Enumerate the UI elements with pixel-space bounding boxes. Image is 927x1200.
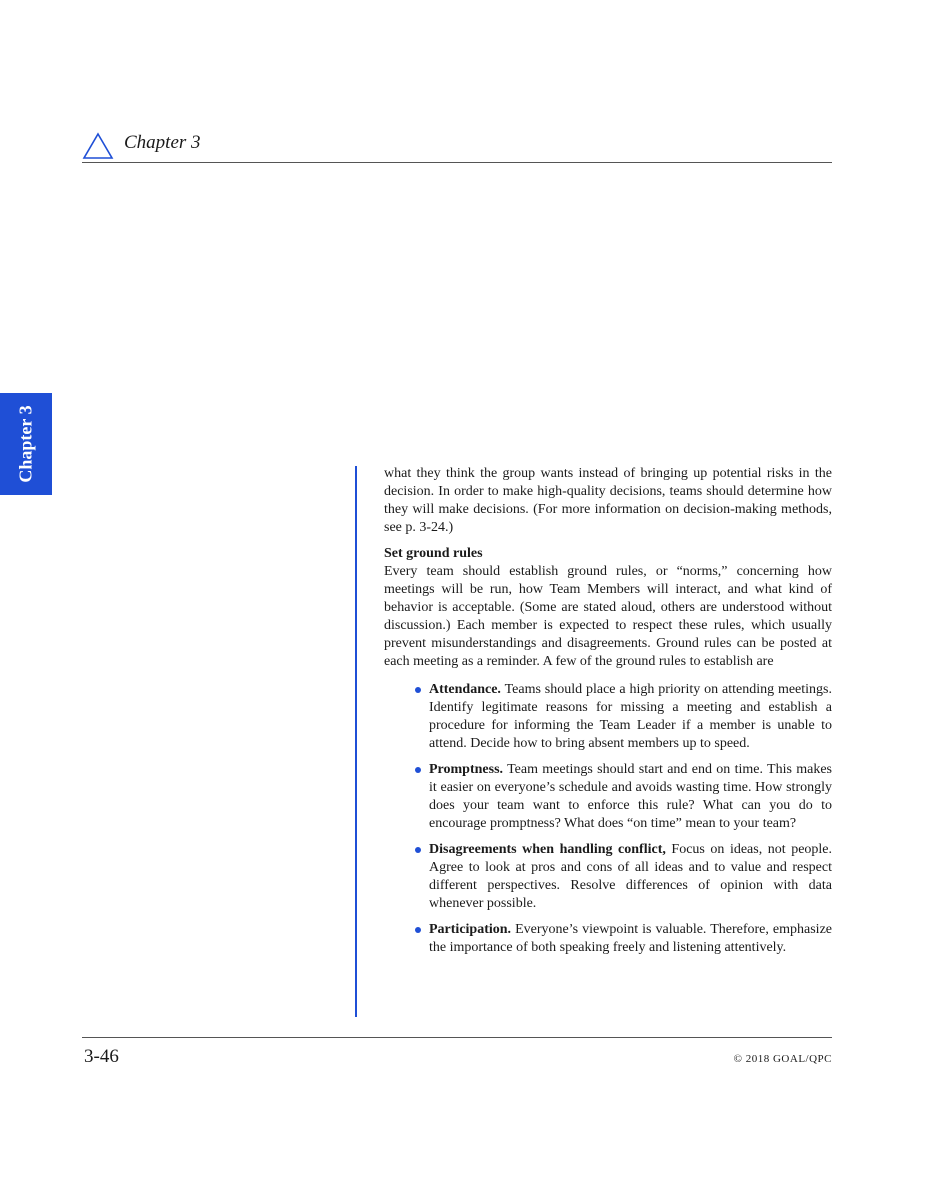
- side-tab-label: Chapter 3: [15, 405, 36, 483]
- page-header: [82, 130, 832, 162]
- chapter-title: Chapter 3: [124, 132, 201, 153]
- bullet-icon: [415, 767, 421, 773]
- list-item: [429, 841, 832, 913]
- bullet-text: Focus on ideas, not people. Agree to look at pros and cons of all ideas and to value and respect different perspectives. Resolve differences of opinion with data whenever possible.: [429, 842, 833, 911]
- triangle-outline-icon: [82, 132, 114, 160]
- footer-divider: [82, 1037, 832, 1038]
- page-number: 3-46: [84, 1046, 119, 1067]
- bullet-icon: [415, 687, 421, 693]
- ground-rules-list: [384, 681, 832, 957]
- copyright-notice: © 2018 GOAL/QPC: [733, 1053, 832, 1065]
- bullet-text: Teams should place a high priority on attending meetings. Identify legitimate reasons for missing a meeting and establish a procedure for informing the Team Leader if a member is unable to attend. Decide how to bring absent members up to speed.: [429, 682, 832, 751]
- header-divider: [82, 162, 832, 163]
- section-paragraph: Every team should establish ground rules, or “norms,” concerning how meetings will be run, how Team Members will interact, and what kind of behavior is acceptable. (Some are stated aloud, others are understood without discussion.) Each member is expected to respect these rules, which usually prevent misunderstandings and disagreements. Ground rules can be posted at each meeting as a reminder. A few of the ground rules to establish are: [384, 564, 832, 669]
- bullet-term: Participation.: [429, 922, 512, 937]
- bullet-term: Attendance.: [429, 682, 501, 697]
- bullet-term: Promptness.: [429, 762, 504, 777]
- list-item: [429, 761, 832, 833]
- list-item: [429, 921, 832, 957]
- intro-paragraph: what they think the group wants instead of bringing up potential risks in the decision. In order to make high-quality decisions, teams should determine how they will make decisions. (For more information on decision-making methods, see p. 3-24.): [384, 466, 832, 535]
- body-text: [384, 465, 832, 965]
- bullet-text: Everyone’s viewpoint is valuable. Therefore, emphasize the importance of both speaking freely and listening attentively.: [429, 922, 833, 955]
- margin-bar: [355, 466, 357, 1017]
- bullet-term: Disagreements when handling conflict,: [429, 842, 666, 857]
- bullet-icon: [415, 927, 421, 933]
- section-heading: Set ground rules: [384, 546, 483, 561]
- chapter-side-tab: [0, 393, 52, 495]
- list-item: [429, 681, 832, 753]
- bullet-text: Team meetings should start and end on time. This makes it easier on everyone’s schedule and avoids wasting time. How strongly does your team want to enforce this rule? What can you do to encourage promptness? What does “on time” mean to your team?: [429, 762, 832, 831]
- bullet-icon: [415, 847, 421, 853]
